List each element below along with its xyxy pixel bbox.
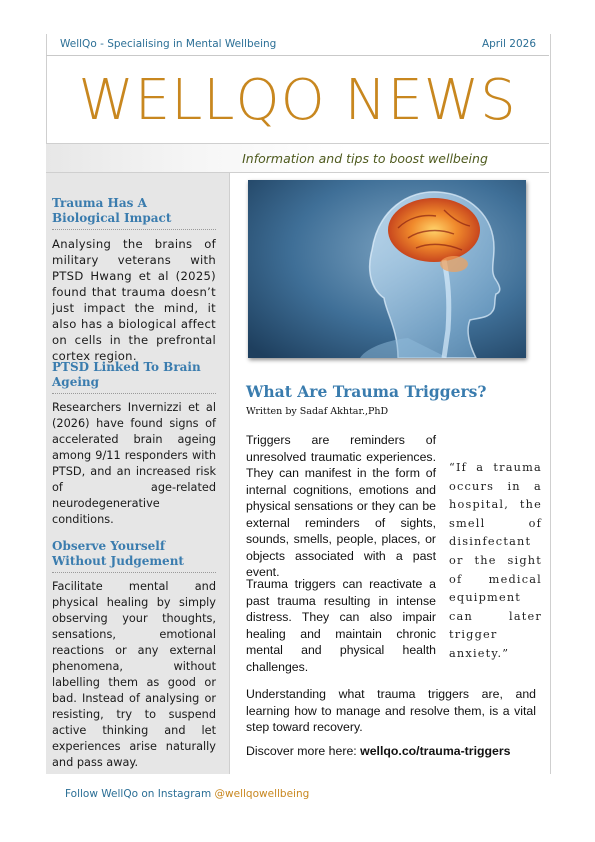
org-line: WellQo - Specialising in Mental Wellbeing (60, 38, 277, 50)
issue-date: April 2026 (481, 38, 536, 50)
sidebar-heading: Observe Yourself Without Judgement (52, 539, 216, 573)
sidebar-text: Analysing the brains of military veterans with PTSD Hwang et al (2025) found that trauma doesn’t just impact the mind, it also has a biological affect on cells in the prefrontal cortex region. (52, 237, 216, 363)
footer-prefix: Follow WellQo on Instagram (65, 788, 212, 800)
brain-illustration (248, 180, 526, 358)
sidebar-text: Facilitate mental and physical healing by simply observing your thoughts, sensations, emotional reactions or any external phenomena, without labelling them as good or bad. Instead of analysing or resisting, try to suspend active thinking and let experiences arise naturally and pass away. (52, 580, 216, 769)
pull-quote: “If a trauma occurs in a hospital, the smell of disinfectant or the sight of medical equipment can later trigger anxiety.” (449, 461, 542, 660)
sidebar-text: Researchers Invernizzi et al (2026) have found signs of accelerated brain ageing among 9/11 responders with PTSD, and an increased risk of age-related neurodegenerative conditions. (52, 401, 216, 526)
sidebar-section-brain-ageing (52, 360, 216, 528)
top-bar (60, 38, 536, 54)
sidebar-heading: Trauma Has A Biological Impact (52, 196, 216, 230)
article-paragraph-2: Trauma triggers can reactivate a past trauma resulting in intense distress. They can also impair healing and maintain chronic mental and physical health challenges. (246, 577, 436, 674)
tagline: Information and tips to boost wellbeing (242, 151, 488, 166)
masthead-title: WELLQO NEWS (78, 68, 517, 133)
article-paragraph-1-text: Triggers are reminders of unresolved traumatic experiences. They can manifest in the form of internal cognitions, emotions and physical sensations or they can be external reminders of sights, sounds, smells, people, places, or objects associated with a past event. (246, 433, 436, 579)
sidebar (46, 173, 230, 774)
discover-label: Discover more here: (246, 744, 357, 758)
discover-more (246, 744, 510, 758)
article-byline: Written by Sadaf Akhtar.,PhD (246, 406, 389, 417)
sidebar-heading: PTSD Linked To Brain Ageing (52, 360, 216, 394)
discover-link[interactable]: wellqo.co/trauma-triggers (360, 744, 511, 758)
instagram-handle-link[interactable]: @wellqowellbeing (214, 788, 310, 800)
article-title: What Are Trauma Triggers? (246, 382, 487, 401)
sidebar-section-biological-impact (52, 196, 216, 364)
sidebar-section-observe-yourself (52, 539, 216, 771)
footer (65, 788, 309, 800)
divider (46, 55, 549, 56)
article-paragraph-3: Understanding what trauma triggers are, and learning how to manage and resolve them, is a vital step toward recovery. (246, 687, 536, 734)
